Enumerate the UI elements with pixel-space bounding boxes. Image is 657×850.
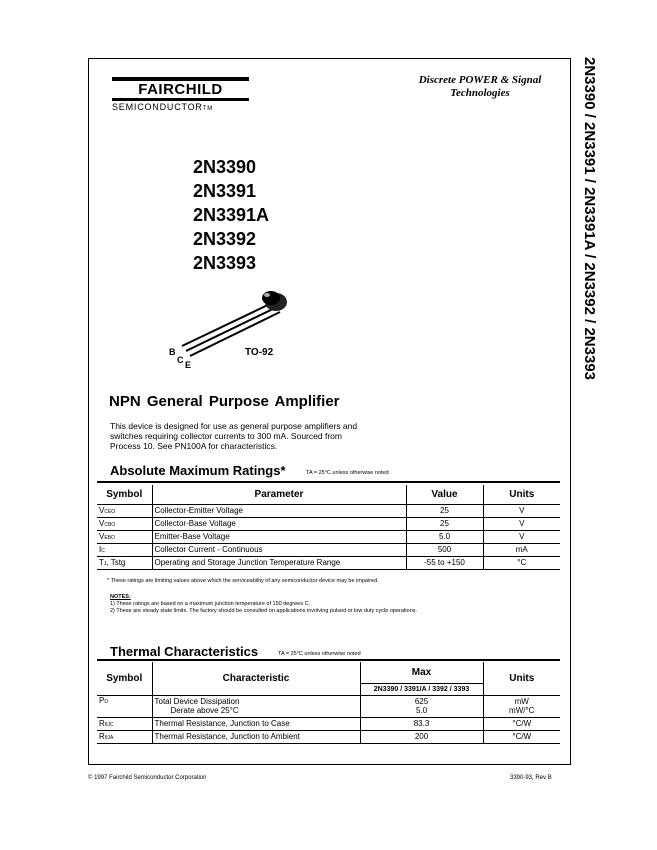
header-max: Max [360, 662, 483, 683]
device-title: NPN General Purpose Amplifier [109, 393, 340, 410]
abs-max-rule [97, 481, 560, 483]
symbol-sub: D [104, 698, 108, 705]
note-1: 1) These ratings are based on a maximum junction temperature of 150 degrees C. [110, 601, 311, 607]
lead-b-label: B [169, 347, 176, 357]
symbol-cell [97, 695, 152, 717]
characteristic-line1: Total Device Dissipation [154, 697, 240, 706]
tagline-line1: Discrete POWER & Signal [418, 74, 542, 86]
symbol: V [99, 532, 105, 541]
units-cell: mA [483, 543, 560, 556]
logo-tm: TM [202, 106, 214, 112]
thermal-title: Thermal Characteristics [110, 644, 259, 659]
tagline [380, 74, 580, 100]
tagline-line2: Technologies [450, 87, 510, 99]
table-row [97, 504, 560, 517]
characteristic-cell: Thermal Resistance, Junction to Case [152, 717, 360, 730]
symbol-sub: θJA [104, 735, 114, 741]
header-units: Units [483, 662, 560, 695]
header-characteristic: Characteristic [152, 662, 360, 695]
value-cell: -55 to +150 [406, 556, 483, 569]
units-cell: °C [483, 556, 560, 569]
characteristic-cell [152, 695, 360, 717]
units-cell [483, 695, 560, 717]
table-header-row [97, 485, 560, 504]
parameter-cell: Collector Current - Continuous [152, 543, 406, 556]
symbol-cell [97, 543, 152, 556]
symbol: P [99, 695, 105, 705]
abs-max-note: TA = 25°C unless otherwise noted [306, 470, 389, 476]
note-2: 2) These are steady state limits. The factory should be consulted on applications involving pulsed or low duty cycle operations. [110, 608, 418, 614]
symbol: I [99, 545, 102, 554]
side-title: 2N3390 / 2N3391 / 2N3391A / 2N3392 / 2N3393 [581, 57, 598, 381]
abs-max-table [97, 485, 560, 570]
table-row [97, 530, 560, 543]
symbol-cell [97, 504, 152, 517]
table-row [97, 517, 560, 530]
parameter-cell: Operating and Storage Junction Temperature Range [152, 556, 406, 569]
symbol-sub: CBO [104, 522, 116, 528]
part-number: 2N3392 [193, 229, 257, 249]
symbol: R [99, 719, 105, 728]
package-name: TO-92 [245, 347, 274, 358]
symbol-2: , T [106, 558, 115, 567]
max-line2: 5.0 [415, 706, 428, 715]
symbol-cell [97, 730, 152, 743]
table-row [97, 556, 560, 569]
thermal-rule [97, 659, 560, 661]
max-cell [360, 695, 483, 717]
symbol: V [99, 519, 105, 528]
lead-c-label: C [177, 355, 184, 365]
symbol-sub: CEO [104, 509, 116, 515]
to92-package-icon [170, 280, 310, 370]
units-cell: °C/W [483, 730, 560, 743]
doc-code: 3390-93, Rev B [510, 775, 552, 781]
symbol: V [99, 506, 105, 515]
notes-title: NOTES: [110, 594, 131, 600]
symbol-sub: C [101, 548, 105, 554]
header-parameter: Parameter [152, 485, 406, 504]
thermal-table [97, 662, 560, 744]
value-cell: 500 [406, 543, 483, 556]
max-line1: 625 [414, 697, 429, 706]
value-cell: 25 [406, 517, 483, 530]
abs-max-title: Absolute Maximum Ratings* [110, 463, 286, 478]
units-cell: V [483, 517, 560, 530]
symbol-sub-2: stg [114, 558, 126, 567]
units-cell: V [483, 504, 560, 517]
part-number: 2N3391A [193, 205, 270, 225]
max-cell: 200 [360, 730, 483, 743]
max-cell: 83.3 [360, 717, 483, 730]
table-row [97, 695, 560, 717]
symbol: R [99, 732, 105, 741]
notes [110, 594, 417, 615]
logo-name: FAIRCHILD [138, 81, 223, 98]
symbol-sub: EBO [104, 535, 115, 541]
logo-bar-bottom [112, 98, 249, 101]
symbol: T [99, 558, 104, 567]
max-subheader: 2N3390 / 3391/A / 3392 / 3393 [360, 683, 483, 695]
value-cell: 5.0 [406, 530, 483, 543]
symbol-sub: J [103, 561, 107, 567]
units-line1: mW [514, 697, 529, 706]
table-row [97, 543, 560, 556]
logo-subtitle [112, 102, 213, 112]
table-row [97, 717, 560, 730]
copyright: © 1997 Fairchild Semiconductor Corporation [88, 775, 207, 781]
header-value: Value [406, 485, 483, 504]
header-units: Units [483, 485, 560, 504]
lead-e-label: E [185, 360, 192, 370]
units-cell: °C/W [483, 717, 560, 730]
header-symbol: Symbol [97, 485, 152, 504]
thermal-note: TA = 25°C unless otherwise noted [278, 651, 361, 657]
symbol-cell [97, 556, 152, 569]
units-cell: V [483, 530, 560, 543]
characteristic-line2: Derate above 25°C [170, 706, 239, 715]
characteristic-cell: Thermal Resistance, Junction to Ambient [152, 730, 360, 743]
table-header-row [97, 662, 560, 683]
value-cell: 25 [406, 504, 483, 517]
symbol-cell [97, 530, 152, 543]
symbol-sub: θJC [104, 722, 114, 728]
logo-sub-text: SEMICONDUCTOR [112, 102, 203, 112]
symbol-cell [97, 717, 152, 730]
part-number: 2N3391 [193, 181, 257, 201]
abs-max-footnote: * These ratings are limiting values above which the serviceability of any semiconductor device may be impaired. [107, 578, 379, 584]
header-symbol: Symbol [97, 662, 152, 695]
parameter-cell: Collector-Emitter Voltage [152, 504, 406, 517]
symbol-cell [97, 517, 152, 530]
part-number: 2N3390 [193, 157, 257, 177]
parameter-cell: Collector-Base Voltage [152, 517, 406, 530]
device-description: This device is designed for use as general purpose amplifiers and switches requiring collector currents to 300 mA. Sourced from Process 10. See PN100A for characteristics. [110, 421, 358, 451]
table-row [97, 730, 560, 743]
units-line2: mW/°C [509, 706, 535, 715]
part-number: 2N3393 [193, 253, 257, 273]
parameter-cell: Emitter-Base Voltage [152, 530, 406, 543]
